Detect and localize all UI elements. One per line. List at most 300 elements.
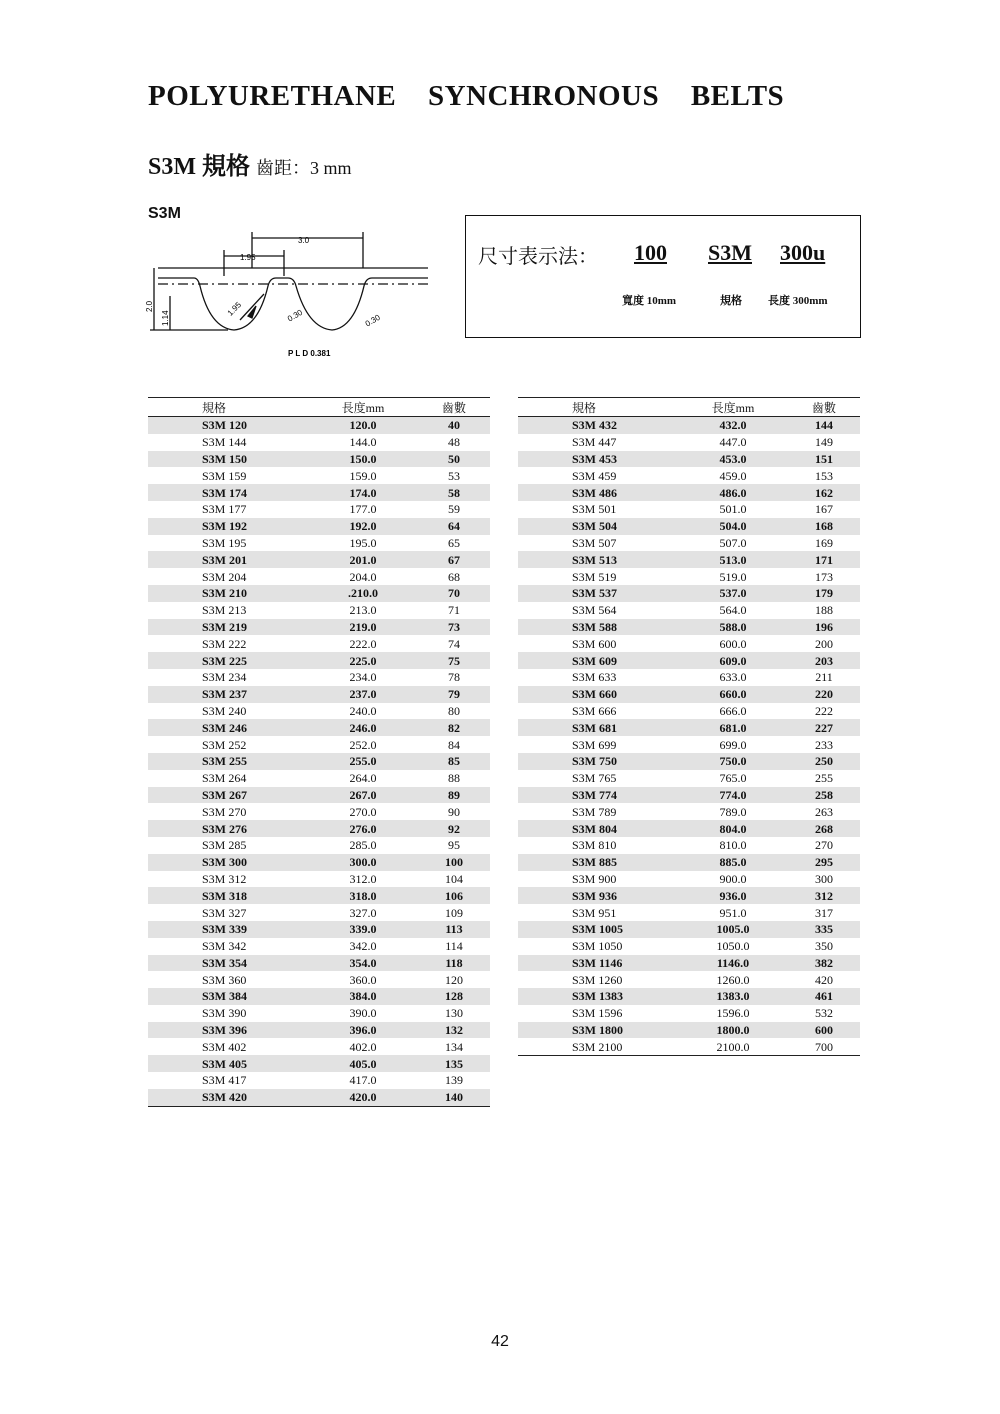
cell-spec: S3M 537 bbox=[518, 585, 678, 602]
cell-length: 681.0 bbox=[678, 719, 788, 736]
table-row bbox=[148, 451, 490, 468]
cell-spec: S3M 285 bbox=[202, 838, 247, 853]
cell-length: 255.0 bbox=[308, 753, 418, 770]
cell-length: 1596.0 bbox=[716, 1006, 750, 1021]
cell-spec: S3M 300 bbox=[148, 854, 308, 871]
cell-spec: S3M 396 bbox=[148, 1022, 308, 1039]
cell-teeth: 114 bbox=[445, 939, 463, 954]
cell-length: 402.0 bbox=[349, 1039, 377, 1054]
cell-length: 222.0 bbox=[349, 636, 377, 651]
table-row bbox=[148, 803, 490, 820]
cell-spec: S3M 804 bbox=[518, 820, 678, 837]
cell-spec: S3M 210 bbox=[148, 585, 308, 602]
header-spec: 規格 bbox=[148, 398, 308, 417]
cell-spec: S3M 681 bbox=[518, 719, 678, 736]
cell-length: 2100.0 bbox=[678, 1038, 788, 1055]
cell-length: 339.0 bbox=[308, 921, 418, 938]
cell-spec: S3M 120 bbox=[148, 417, 308, 434]
cell-length: 150.0 bbox=[308, 451, 418, 468]
table-row bbox=[518, 1038, 860, 1055]
table-row bbox=[518, 686, 860, 703]
cell-length: 699.0 bbox=[719, 737, 747, 752]
cell-length: 432.0 bbox=[678, 417, 788, 434]
cell-teeth: 173 bbox=[815, 569, 833, 584]
cell-teeth: 168 bbox=[788, 518, 860, 535]
cell-teeth: 268 bbox=[788, 820, 860, 837]
cell-teeth: 139 bbox=[445, 1073, 463, 1088]
cell-length: 951.0 bbox=[719, 905, 747, 920]
table-row bbox=[148, 535, 490, 552]
width-dim-label: 1.95 bbox=[240, 253, 256, 262]
cell-spec: S3M 1146 bbox=[518, 955, 678, 972]
cell-teeth: 73 bbox=[418, 619, 490, 636]
cell-teeth: 128 bbox=[418, 988, 490, 1005]
table-row bbox=[148, 971, 490, 988]
size-notation-box bbox=[465, 215, 861, 338]
table-row bbox=[518, 904, 860, 921]
cell-teeth: 169 bbox=[815, 535, 833, 550]
table-row bbox=[148, 686, 490, 703]
cell-spec: S3M 222 bbox=[202, 636, 247, 651]
cell-teeth: 312 bbox=[788, 887, 860, 904]
table-row bbox=[518, 551, 860, 568]
cell-spec: S3M 234 bbox=[202, 670, 247, 685]
cell-spec: S3M 252 bbox=[202, 737, 247, 752]
table-row bbox=[518, 703, 860, 720]
cell-length: 660.0 bbox=[678, 686, 788, 703]
notation-width-caption: 寬度 10mm bbox=[622, 295, 677, 307]
cell-length: 192.0 bbox=[308, 518, 418, 535]
cell-length: 234.0 bbox=[349, 670, 377, 685]
cell-teeth: 144 bbox=[788, 417, 860, 434]
table-row bbox=[148, 703, 490, 720]
cell-length: 513.0 bbox=[678, 551, 788, 568]
cell-spec: S3M 417 bbox=[202, 1073, 247, 1088]
cell-length: 789.0 bbox=[719, 804, 747, 819]
cell-teeth: 64 bbox=[418, 518, 490, 535]
cell-teeth: 78 bbox=[448, 670, 460, 685]
cell-spec: S3M 225 bbox=[148, 652, 308, 669]
page-title: POLYURETHANE SYNCHRONOUS BELTS bbox=[148, 80, 785, 112]
cell-spec: S3M 360 bbox=[202, 972, 247, 987]
cell-spec: S3M 405 bbox=[148, 1055, 308, 1072]
cell-length: 318.0 bbox=[308, 887, 418, 904]
cell-spec: S3M 384 bbox=[148, 988, 308, 1005]
spec-table-right bbox=[518, 397, 860, 1056]
spec-name: S3M 規格 bbox=[148, 154, 250, 180]
cell-teeth: 109 bbox=[445, 905, 463, 920]
cell-spec: S3M 1050 bbox=[572, 939, 623, 954]
cell-teeth: 120 bbox=[445, 972, 463, 987]
cell-length: 564.0 bbox=[719, 603, 747, 618]
cell-spec: S3M 588 bbox=[518, 619, 678, 636]
cell-spec: S3M 213 bbox=[202, 603, 247, 618]
cell-length: 750.0 bbox=[678, 753, 788, 770]
table-row bbox=[148, 1055, 490, 1072]
cell-teeth: 151 bbox=[788, 451, 860, 468]
cell-teeth: 50 bbox=[418, 451, 490, 468]
cell-teeth: 263 bbox=[815, 804, 833, 819]
section-label: S3M bbox=[148, 205, 181, 222]
cell-teeth: 84 bbox=[448, 737, 460, 752]
table-row bbox=[148, 736, 490, 753]
notation-length-value: 300u bbox=[780, 240, 826, 265]
cell-length: 246.0 bbox=[308, 719, 418, 736]
table-row bbox=[148, 551, 490, 568]
cell-length: 633.0 bbox=[719, 670, 747, 685]
cell-spec: S3M 600 bbox=[572, 636, 617, 651]
cell-spec: S3M 660 bbox=[518, 686, 678, 703]
cell-spec: S3M 270 bbox=[202, 804, 247, 819]
table-row bbox=[148, 938, 490, 955]
cell-spec: S3M 750 bbox=[518, 753, 678, 770]
cell-length: 519.0 bbox=[719, 569, 747, 584]
header-length: 長度mm bbox=[308, 398, 418, 417]
cell-teeth: 74 bbox=[448, 636, 460, 651]
cell-teeth: 48 bbox=[448, 435, 460, 450]
cell-spec: S3M 432 bbox=[518, 417, 678, 434]
cell-spec: S3M 264 bbox=[202, 771, 247, 786]
cell-length: 204.0 bbox=[349, 569, 377, 584]
cell-spec: S3M 240 bbox=[202, 703, 247, 718]
cell-spec: S3M 144 bbox=[202, 435, 247, 450]
table-header-row bbox=[518, 398, 860, 417]
cell-length: 360.0 bbox=[349, 972, 377, 987]
header-spec: 規格 bbox=[518, 398, 678, 417]
table-row bbox=[518, 1022, 860, 1039]
table-row bbox=[148, 669, 490, 686]
cell-spec: S3M 201 bbox=[148, 551, 308, 568]
cell-teeth: 71 bbox=[448, 603, 460, 618]
cell-spec: S3M 177 bbox=[202, 502, 247, 517]
radius-label-2: 0.30 bbox=[363, 312, 382, 329]
table-row bbox=[518, 417, 860, 434]
cell-teeth: 59 bbox=[448, 502, 460, 517]
cell-length: 1146.0 bbox=[678, 955, 788, 972]
page-number: 42 bbox=[491, 1333, 509, 1350]
table-row bbox=[518, 484, 860, 501]
cell-spec: S3M 237 bbox=[148, 686, 308, 703]
notation-type-value: S3M bbox=[708, 240, 752, 265]
cell-spec: S3M 699 bbox=[572, 737, 617, 752]
table-row bbox=[518, 518, 860, 535]
cell-teeth: 89 bbox=[418, 787, 490, 804]
cell-spec: S3M 504 bbox=[518, 518, 678, 535]
cell-spec: S3M 564 bbox=[572, 603, 617, 618]
cell-spec: S3M 810 bbox=[572, 838, 617, 853]
table-row bbox=[518, 955, 860, 972]
spec-table-left bbox=[148, 397, 490, 1107]
cell-teeth: 600 bbox=[788, 1022, 860, 1039]
table-row bbox=[148, 417, 490, 434]
cell-teeth: 250 bbox=[788, 753, 860, 770]
cell-spec: S3M 885 bbox=[518, 854, 678, 871]
cell-length: 504.0 bbox=[678, 518, 788, 535]
cell-spec: S3M 765 bbox=[572, 771, 617, 786]
table-row bbox=[518, 467, 860, 484]
table-row bbox=[148, 518, 490, 535]
table-row bbox=[148, 887, 490, 904]
cell-spec: S3M 354 bbox=[148, 955, 308, 972]
header-teeth: 齒數 bbox=[788, 398, 860, 417]
cell-length: 159.0 bbox=[349, 468, 377, 483]
cell-length: 201.0 bbox=[308, 551, 418, 568]
cell-spec: S3M 420 bbox=[148, 1089, 308, 1106]
table-row bbox=[518, 434, 860, 451]
table-row bbox=[518, 854, 860, 871]
cell-teeth: 258 bbox=[788, 787, 860, 804]
cell-length: 225.0 bbox=[308, 652, 418, 669]
table-row bbox=[148, 770, 490, 787]
cell-spec: S3M 150 bbox=[148, 451, 308, 468]
cell-length: 144.0 bbox=[349, 435, 377, 450]
cell-spec: S3M 789 bbox=[572, 804, 617, 819]
table-row bbox=[518, 871, 860, 888]
cell-teeth: 80 bbox=[448, 703, 460, 718]
table-row bbox=[518, 635, 860, 652]
cell-length: 588.0 bbox=[678, 619, 788, 636]
table-row bbox=[148, 568, 490, 585]
cell-teeth: 188 bbox=[815, 603, 833, 618]
table-row bbox=[148, 635, 490, 652]
table-row bbox=[518, 736, 860, 753]
cell-length: 453.0 bbox=[678, 451, 788, 468]
cell-teeth: 220 bbox=[788, 686, 860, 703]
cell-spec: S3M 312 bbox=[202, 871, 247, 886]
table-row bbox=[148, 484, 490, 501]
cell-teeth: 100 bbox=[418, 854, 490, 871]
table-row bbox=[148, 921, 490, 938]
cell-spec: S3M 501 bbox=[572, 502, 617, 517]
cell-teeth: 79 bbox=[418, 686, 490, 703]
cell-teeth: 222 bbox=[815, 703, 833, 718]
table-row bbox=[148, 837, 490, 854]
cell-length: 327.0 bbox=[349, 905, 377, 920]
cell-spec: S3M 447 bbox=[572, 435, 617, 450]
cell-teeth: 90 bbox=[448, 804, 460, 819]
cell-spec: S3M 774 bbox=[518, 787, 678, 804]
cell-length: 486.0 bbox=[678, 484, 788, 501]
cell-spec: S3M 204 bbox=[202, 569, 247, 584]
notation-label: 尺寸表示法： bbox=[478, 244, 598, 268]
cell-teeth: 130 bbox=[445, 1006, 463, 1021]
cell-length: 300.0 bbox=[308, 854, 418, 871]
cell-teeth: 149 bbox=[815, 435, 833, 450]
table-row bbox=[148, 854, 490, 871]
belt-tooth-diagram bbox=[145, 228, 438, 368]
cell-length: 600.0 bbox=[719, 636, 747, 651]
table-row bbox=[518, 820, 860, 837]
spec-subtitle bbox=[148, 146, 352, 181]
cell-teeth: 53 bbox=[448, 468, 460, 483]
cell-spec: S3M 327 bbox=[202, 905, 247, 920]
cell-length: 270.0 bbox=[349, 804, 377, 819]
cell-spec: S3M 192 bbox=[148, 518, 308, 535]
cell-spec: S3M 900 bbox=[572, 871, 617, 886]
cell-spec: S3M 402 bbox=[202, 1039, 247, 1054]
cell-spec: S3M 219 bbox=[148, 619, 308, 636]
cell-teeth: 300 bbox=[815, 871, 833, 886]
cell-length: 195.0 bbox=[349, 535, 377, 550]
cell-length: 390.0 bbox=[349, 1006, 377, 1021]
notation-type-caption: 規格 bbox=[720, 295, 742, 307]
table-row bbox=[148, 501, 490, 518]
notation-width-value: 100 bbox=[634, 240, 667, 265]
cell-teeth: 67 bbox=[418, 551, 490, 568]
notation-length-caption: 長度 300mm bbox=[768, 295, 828, 307]
cell-teeth: 171 bbox=[788, 551, 860, 568]
table-row bbox=[148, 602, 490, 619]
cell-teeth: 70 bbox=[418, 585, 490, 602]
table-row bbox=[148, 719, 490, 736]
table-row bbox=[148, 955, 490, 972]
header-length: 長度mm bbox=[678, 398, 788, 417]
cell-teeth: 88 bbox=[448, 771, 460, 786]
cell-teeth: 58 bbox=[418, 484, 490, 501]
cell-teeth: 140 bbox=[418, 1089, 490, 1106]
cell-teeth: 270 bbox=[815, 838, 833, 853]
cell-length: 507.0 bbox=[719, 535, 747, 550]
table-row bbox=[518, 451, 860, 468]
table-row bbox=[518, 1005, 860, 1022]
table-row bbox=[518, 602, 860, 619]
cell-length: 537.0 bbox=[678, 585, 788, 602]
cell-teeth: 118 bbox=[418, 955, 490, 972]
table-row bbox=[518, 568, 860, 585]
cell-teeth: 153 bbox=[815, 468, 833, 483]
cell-teeth: 420 bbox=[815, 972, 833, 987]
cell-teeth: 350 bbox=[815, 939, 833, 954]
table-row bbox=[148, 1038, 490, 1055]
cell-length: 276.0 bbox=[308, 820, 418, 837]
table-row bbox=[518, 988, 860, 1005]
cell-length: 240.0 bbox=[349, 703, 377, 718]
cell-spec: S3M 936 bbox=[518, 887, 678, 904]
cell-teeth: 203 bbox=[788, 652, 860, 669]
cell-teeth: 233 bbox=[815, 737, 833, 752]
cell-length: 396.0 bbox=[308, 1022, 418, 1039]
cell-spec: S3M 507 bbox=[572, 535, 617, 550]
cell-spec: S3M 453 bbox=[518, 451, 678, 468]
cell-teeth: 196 bbox=[788, 619, 860, 636]
cell-spec: S3M 195 bbox=[202, 535, 247, 550]
cell-teeth: 211 bbox=[815, 670, 833, 685]
cell-length: 417.0 bbox=[349, 1073, 377, 1088]
table-row bbox=[518, 619, 860, 636]
cell-teeth: 227 bbox=[788, 719, 860, 736]
cell-length: 177.0 bbox=[349, 502, 377, 517]
table-row bbox=[148, 871, 490, 888]
cell-length: 312.0 bbox=[349, 871, 377, 886]
table-row bbox=[148, 988, 490, 1005]
table-row bbox=[518, 770, 860, 787]
cell-length: 405.0 bbox=[308, 1055, 418, 1072]
cell-teeth: 65 bbox=[448, 535, 460, 550]
radius-label-1: 0.30 bbox=[286, 307, 305, 324]
cell-length: 459.0 bbox=[719, 468, 747, 483]
cell-spec: S3M 1260 bbox=[572, 972, 623, 987]
cell-teeth: 75 bbox=[418, 652, 490, 669]
cell-spec: S3M 666 bbox=[572, 703, 617, 718]
pld-label: P L D 0.381 bbox=[288, 349, 331, 358]
table-row bbox=[148, 904, 490, 921]
cell-teeth: 92 bbox=[418, 820, 490, 837]
cell-length: 804.0 bbox=[678, 820, 788, 837]
cell-teeth: 135 bbox=[418, 1055, 490, 1072]
cell-teeth: 95 bbox=[448, 838, 460, 853]
cell-length: 936.0 bbox=[678, 887, 788, 904]
cell-teeth: 162 bbox=[788, 484, 860, 501]
cell-spec: S3M 174 bbox=[148, 484, 308, 501]
cell-length: 285.0 bbox=[349, 838, 377, 853]
cell-teeth: 295 bbox=[788, 854, 860, 871]
cell-length: 213.0 bbox=[349, 603, 377, 618]
table-row bbox=[148, 787, 490, 804]
cell-length: 120.0 bbox=[308, 417, 418, 434]
cell-teeth: 82 bbox=[418, 719, 490, 736]
cell-length: .210.0 bbox=[308, 585, 418, 602]
cell-length: 1050.0 bbox=[716, 939, 750, 954]
header-teeth: 齒數 bbox=[418, 398, 490, 417]
cell-spec: S3M 459 bbox=[572, 468, 617, 483]
cell-teeth: 132 bbox=[418, 1022, 490, 1039]
cell-spec: S3M 486 bbox=[518, 484, 678, 501]
cell-spec: S3M 1005 bbox=[518, 921, 678, 938]
table-row bbox=[148, 585, 490, 602]
cell-teeth: 382 bbox=[788, 955, 860, 972]
cell-spec: S3M 519 bbox=[572, 569, 617, 584]
cell-teeth: 40 bbox=[418, 417, 490, 434]
height-tooth-label: 1.14 bbox=[161, 310, 170, 326]
table-row bbox=[518, 501, 860, 518]
table-header-row bbox=[148, 398, 490, 417]
table-row bbox=[148, 1005, 490, 1022]
cell-teeth: 255 bbox=[815, 771, 833, 786]
cell-spec: S3M 390 bbox=[202, 1006, 247, 1021]
cell-length: 1383.0 bbox=[678, 988, 788, 1005]
cell-spec: S3M 276 bbox=[148, 820, 308, 837]
table-row bbox=[518, 669, 860, 686]
height-total-label: 2.0 bbox=[145, 300, 154, 312]
table-row bbox=[518, 787, 860, 804]
cell-length: 219.0 bbox=[308, 619, 418, 636]
cell-teeth: 179 bbox=[788, 585, 860, 602]
cell-spec: S3M 339 bbox=[148, 921, 308, 938]
cell-length: 885.0 bbox=[678, 854, 788, 871]
cell-teeth: 700 bbox=[788, 1038, 860, 1055]
cell-length: 609.0 bbox=[678, 652, 788, 669]
cell-length: 774.0 bbox=[678, 787, 788, 804]
cell-length: 420.0 bbox=[308, 1089, 418, 1106]
cell-length: 666.0 bbox=[719, 703, 747, 718]
cell-length: 252.0 bbox=[349, 737, 377, 752]
table-row bbox=[518, 921, 860, 938]
table-row bbox=[148, 434, 490, 451]
cell-teeth: 85 bbox=[418, 753, 490, 770]
table-row bbox=[518, 753, 860, 770]
cell-length: 384.0 bbox=[308, 988, 418, 1005]
cell-length: 1260.0 bbox=[716, 972, 750, 987]
cell-length: 900.0 bbox=[719, 871, 747, 886]
table-row bbox=[148, 820, 490, 837]
cell-spec: S3M 342 bbox=[202, 939, 247, 954]
cell-teeth: 317 bbox=[815, 905, 833, 920]
cell-length: 765.0 bbox=[719, 771, 747, 786]
cell-length: 267.0 bbox=[308, 787, 418, 804]
cell-length: 1005.0 bbox=[678, 921, 788, 938]
table-row bbox=[518, 535, 860, 552]
table-row bbox=[148, 467, 490, 484]
